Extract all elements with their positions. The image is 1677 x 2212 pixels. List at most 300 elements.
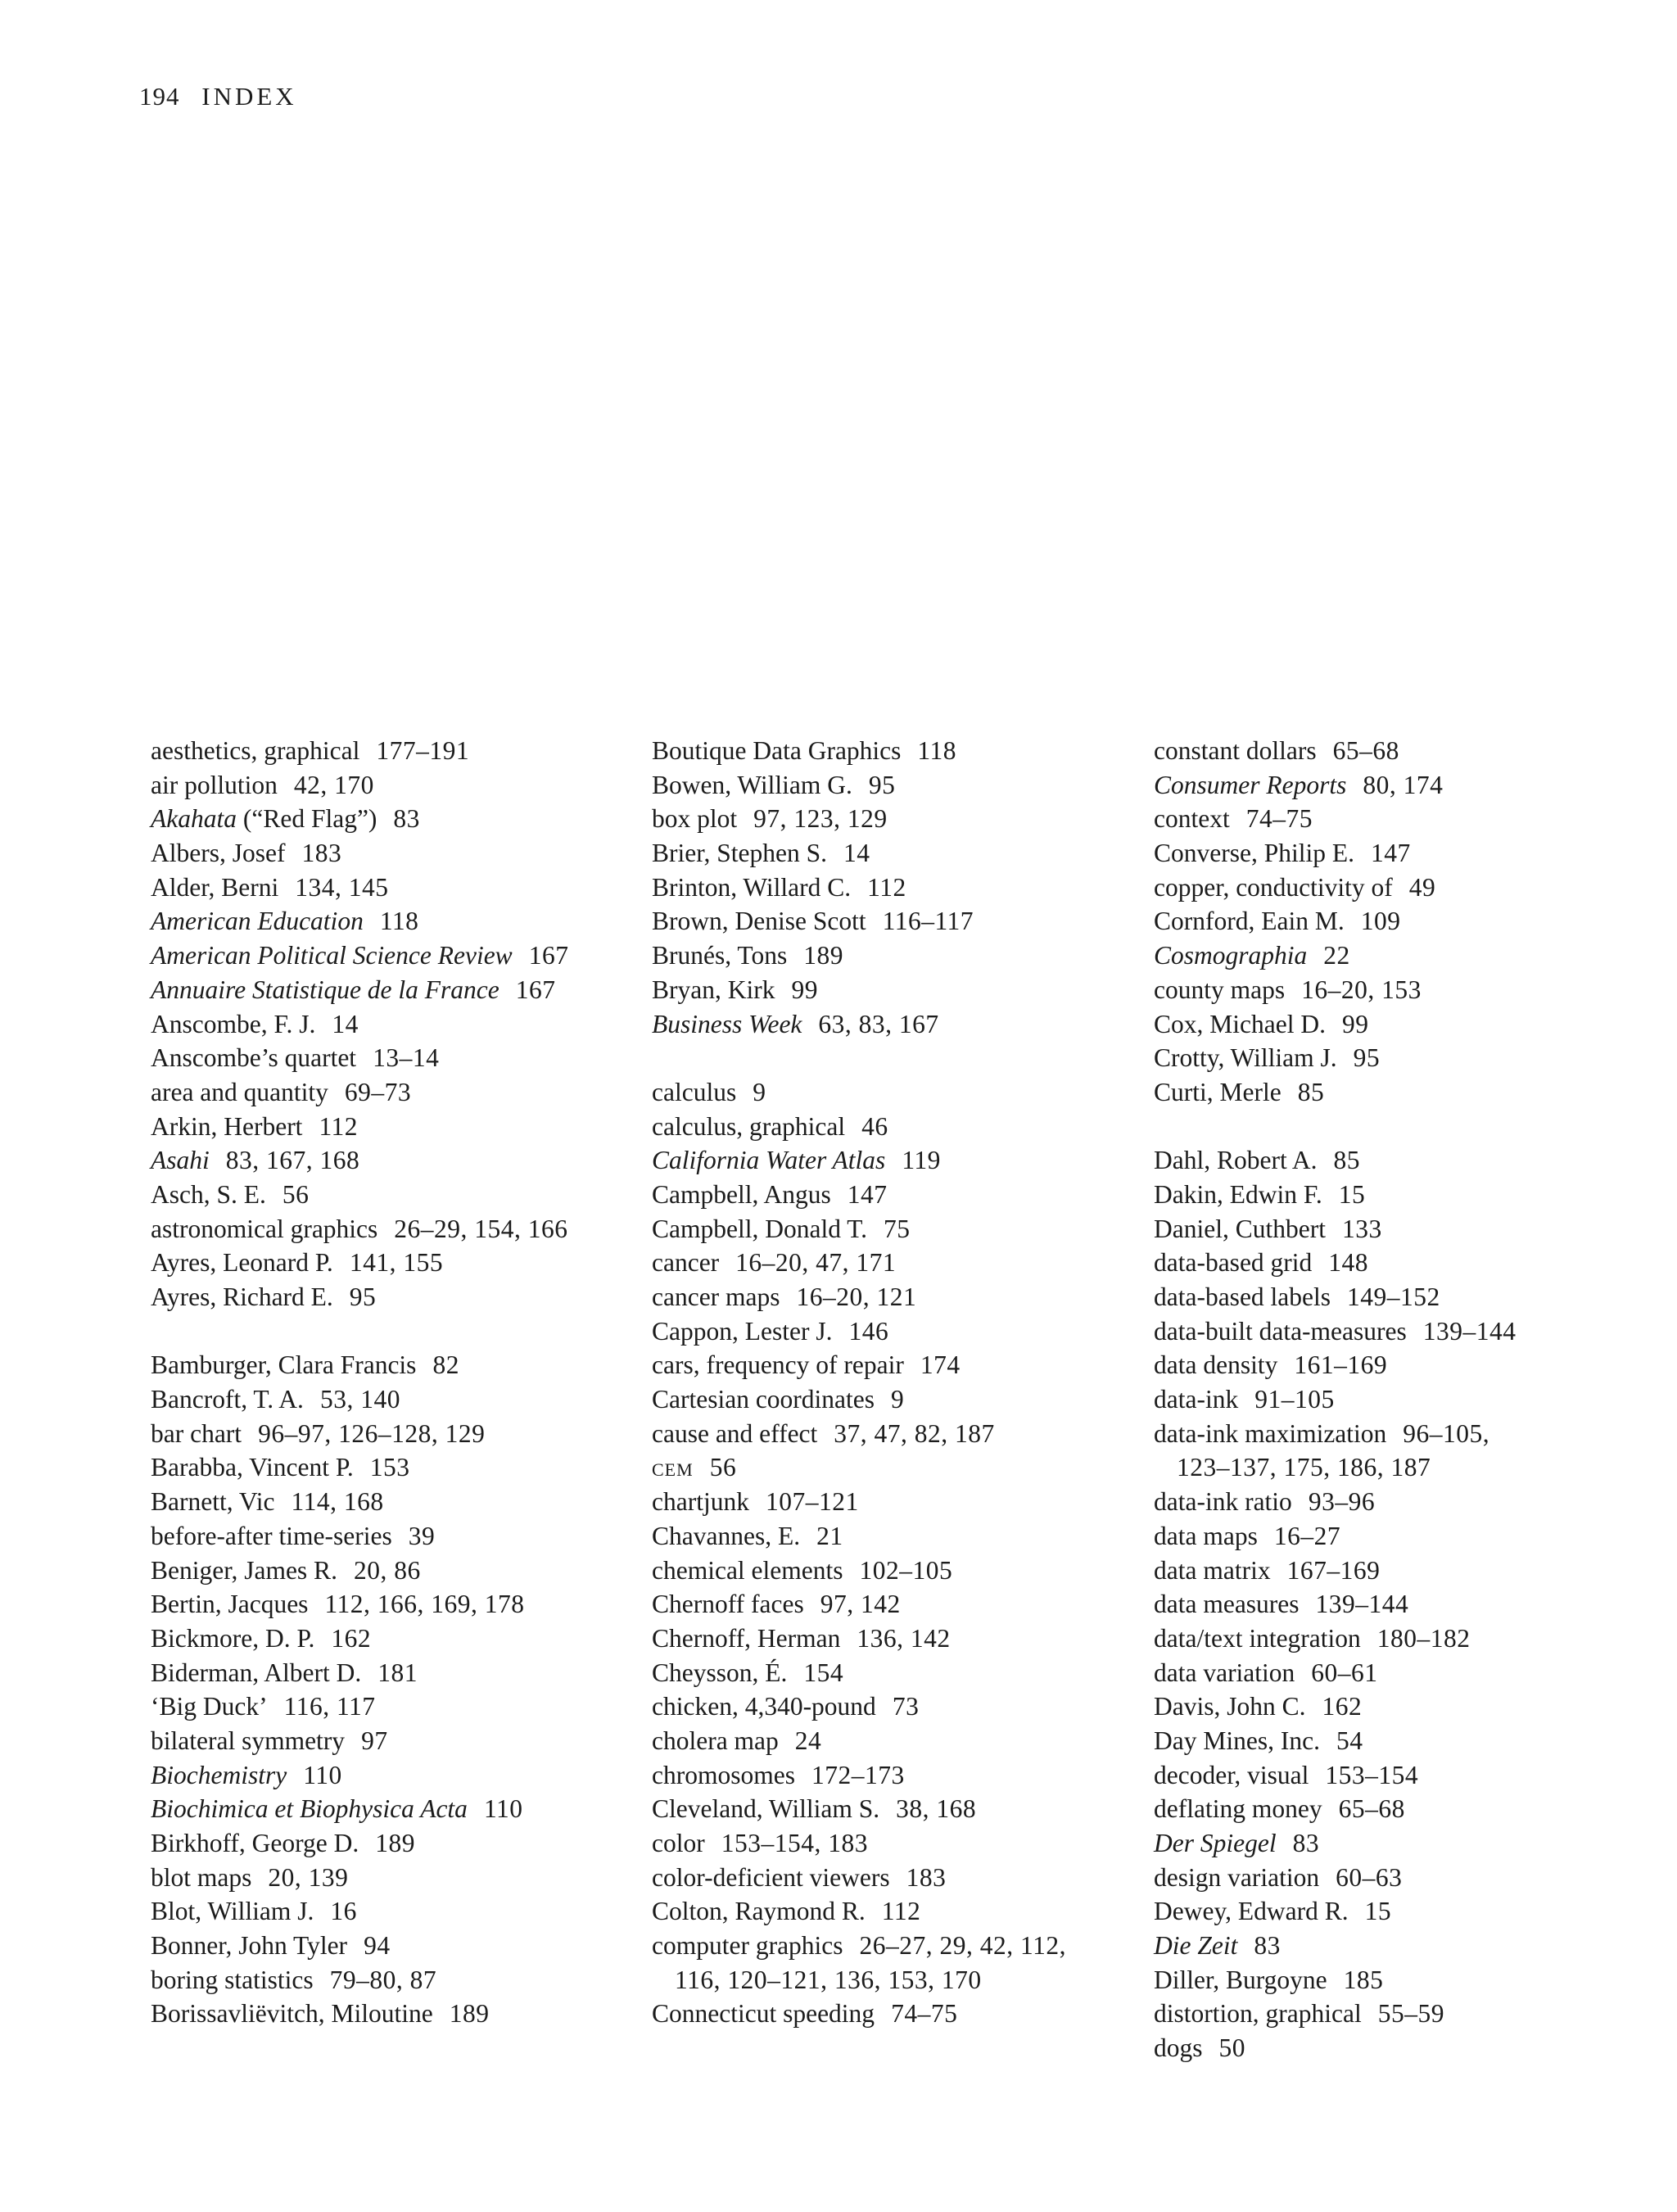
index-term: Biochemistry: [151, 1760, 287, 1789]
index-column-2: [652, 734, 1066, 2031]
index-entry: [151, 973, 568, 1007]
index-term: Campbell, Angus: [652, 1179, 831, 1209]
index-term: calculus: [652, 1077, 737, 1106]
index-entry: [151, 1554, 568, 1588]
index-page-refs: 110: [303, 1760, 342, 1789]
index-term: area and quantity: [151, 1077, 328, 1106]
index-page-refs: 162: [331, 1623, 372, 1653]
index-entry: [652, 1382, 1066, 1417]
index-term: Borissavliëvitch, Miloutine: [151, 1999, 433, 2029]
index-page-refs: 13–14: [373, 1043, 440, 1073]
index-page-refs: 16–20, 153: [1301, 975, 1422, 1004]
index-page-refs: 55–59: [1377, 1999, 1444, 2029]
index-term: cholera map: [652, 1726, 779, 1755]
index-page-refs: 154: [803, 1658, 844, 1687]
index-term: color-deficient viewers: [652, 1862, 890, 1892]
index-term: cars, frequency of repair: [652, 1350, 904, 1380]
index-page-refs: 85: [1333, 1146, 1360, 1175]
index-entry: [151, 1110, 568, 1144]
index-entry: [1154, 802, 1517, 836]
index-term: county maps: [1154, 975, 1286, 1004]
index-term: Business Week: [652, 1009, 802, 1038]
index-term: data measures: [1154, 1590, 1300, 1619]
index-entry: [652, 1894, 1066, 1929]
index-page-refs: 183: [906, 1862, 947, 1892]
index-term: Connecticut speeding: [652, 1999, 875, 2029]
index-term: cancer: [652, 1248, 720, 1278]
index-page-refs: 83: [1254, 1931, 1281, 1961]
index-page-refs: 118: [379, 907, 419, 936]
index-page-refs: 74–75: [891, 1999, 958, 2029]
index-entry: [652, 1280, 1066, 1314]
index-entry: [652, 1861, 1066, 1895]
index-entry: [1154, 1519, 1517, 1554]
index-entry: [1154, 1075, 1517, 1110]
index-page-refs: 116, 120–121, 136, 153, 170: [675, 1965, 982, 1994]
index-page-refs: 75: [884, 1214, 911, 1243]
index-page-refs: 85: [1297, 1077, 1325, 1106]
index-page-refs: 50: [1218, 2033, 1246, 2063]
index-term: American Political Science Review: [151, 941, 513, 970]
index-term: Brunés, Tons: [652, 941, 788, 970]
index-page-refs: 39: [408, 1521, 436, 1550]
index-term: bar chart: [151, 1418, 242, 1448]
index-term: Akahata: [151, 804, 237, 834]
index-page-refs: 112: [319, 1111, 359, 1141]
index-entry: [652, 1690, 1066, 1724]
index-entry-continuation: [1154, 1450, 1517, 1485]
index-page-refs: 24: [794, 1726, 822, 1755]
index-entry: [652, 1587, 1066, 1622]
letter-group: [652, 1075, 1066, 2031]
index-term: Colton, Raymond R.: [652, 1897, 866, 1926]
index-page-refs: 180–182: [1376, 1623, 1471, 1653]
index-page-refs: 136, 142: [857, 1623, 951, 1653]
index-entry: [652, 768, 1066, 803]
index-page-refs: 153–154: [1325, 1760, 1419, 1789]
index-entry: [1154, 734, 1517, 768]
index-entry: [652, 939, 1066, 973]
letter-group-gap: [151, 1314, 568, 1349]
index-entry: [1154, 939, 1517, 973]
index-term: data maps: [1154, 1521, 1258, 1550]
index-term: Davis, John C.: [1154, 1692, 1306, 1721]
index-term: Asahi: [151, 1146, 210, 1175]
index-term: Dakin, Edwin F.: [1154, 1179, 1322, 1209]
index-page-refs: 65–68: [1338, 1794, 1405, 1824]
index-page-refs: 107–121: [765, 1487, 859, 1517]
index-term: copper, conductivity of: [1154, 872, 1393, 902]
index-term: Crotty, William J.: [1154, 1043, 1337, 1073]
index-page-refs: 139–144: [1315, 1590, 1409, 1619]
index-page-refs: 99: [791, 975, 818, 1004]
index-page-refs: 56: [282, 1179, 310, 1209]
index-page-refs: 95: [1353, 1043, 1381, 1073]
index-page-refs: 167: [515, 975, 556, 1004]
index-term: Dewey, Edward R.: [1154, 1897, 1349, 1926]
index-entry: [1154, 1963, 1517, 1997]
index-entry-continuation: [652, 1963, 1066, 1997]
index-page-refs: 16–27: [1273, 1521, 1341, 1550]
index-term: Chavannes, E.: [652, 1521, 801, 1550]
index-page-refs: 73: [892, 1692, 920, 1721]
index-entry: [151, 939, 568, 973]
index-column-1: [151, 734, 568, 2031]
index-page-refs: 109: [1360, 907, 1401, 936]
index-page-refs: 112: [881, 1897, 921, 1926]
index-entry: [1154, 1929, 1517, 1963]
index-entry: [151, 1792, 568, 1826]
index-term: chromosomes: [652, 1760, 795, 1789]
index-entry: [1154, 1348, 1517, 1382]
index-term: Barnett, Vic: [151, 1487, 275, 1517]
page-number: 194: [139, 82, 180, 111]
index-page-refs: 189: [375, 1829, 416, 1857]
index-term: data density: [1154, 1350, 1278, 1380]
index-entry: [1154, 1894, 1517, 1929]
index-page-refs: 185: [1343, 1965, 1384, 1994]
index-page-refs: 112: [867, 872, 906, 902]
index-term: Cappon, Lester J.: [652, 1316, 833, 1346]
index-page-refs: 119: [902, 1146, 941, 1175]
index-entry: [1154, 1622, 1517, 1656]
index-entry: [652, 802, 1066, 836]
index-term: color: [652, 1829, 705, 1857]
index-entry: [1154, 973, 1517, 1007]
index-term: Day Mines, Inc.: [1154, 1726, 1320, 1755]
index-entry: [652, 1485, 1066, 1519]
index-page-refs: 14: [843, 839, 870, 868]
index-term: Dahl, Robert A.: [1154, 1146, 1318, 1175]
index-entry: [652, 973, 1066, 1007]
index-page-refs: 96–105,: [1403, 1418, 1490, 1448]
index-term: before-after time-series: [151, 1521, 392, 1550]
index-term: bilateral symmetry: [151, 1726, 346, 1755]
index-page-refs: 189: [449, 1999, 490, 2029]
index-page-refs: 46: [861, 1111, 888, 1141]
index-page-refs: 148: [1328, 1248, 1369, 1278]
index-page-refs: 116–117: [882, 907, 974, 936]
index-term: astronomical graphics: [151, 1214, 378, 1243]
index-page-refs: 95: [349, 1282, 377, 1311]
index-page-refs: 65–68: [1332, 736, 1399, 765]
index-page-refs: 93–96: [1308, 1487, 1376, 1517]
index-page-refs: 99: [1341, 1009, 1369, 1038]
index-term: Cornford, Eain M.: [1154, 907, 1345, 936]
index-term: Brier, Stephen S.: [652, 839, 827, 868]
index-entry: [1154, 1143, 1517, 1178]
letter-group: [151, 734, 568, 1314]
index-entry: [151, 1007, 568, 1042]
index-page-refs: 181: [377, 1658, 418, 1687]
index-entry: [151, 1075, 568, 1110]
index-page-refs: 97, 123, 129: [753, 804, 888, 834]
index-page-refs: 15: [1338, 1179, 1366, 1209]
index-term: decoder, visual: [1154, 1760, 1309, 1789]
index-page-refs: 118: [917, 736, 957, 765]
index-page-refs: 22: [1323, 941, 1350, 970]
index-term: deflating money: [1154, 1794, 1322, 1824]
index-page-refs: 16–20, 121: [796, 1282, 917, 1311]
index-entry: [151, 1485, 568, 1519]
index-entry: [652, 1212, 1066, 1246]
index-entry: [652, 904, 1066, 939]
index-term: data-based labels: [1154, 1282, 1331, 1311]
index-term: Ayres, Richard E.: [151, 1282, 333, 1311]
index-page-refs: 9: [891, 1385, 905, 1414]
index-entry: [652, 1826, 1066, 1861]
index-entry: [652, 1075, 1066, 1110]
index-entry: [1154, 1690, 1517, 1724]
index-entry: [652, 1348, 1066, 1382]
index-page-refs: 174: [920, 1350, 961, 1380]
index-entry: [652, 1417, 1066, 1451]
index-term: Arkin, Herbert: [151, 1111, 303, 1141]
index-page-refs: 102–105: [859, 1555, 953, 1585]
index-entry: [151, 1212, 568, 1246]
index-entry: [652, 1997, 1066, 2031]
letter-group: [1154, 1143, 1517, 2065]
index-column-3: [1154, 734, 1517, 2065]
index-term: data variation: [1154, 1658, 1295, 1687]
index-entry: [151, 1417, 568, 1451]
index-entry: [151, 871, 568, 905]
index-page-refs: 16: [330, 1897, 357, 1926]
index-entry: [151, 768, 568, 803]
index-term: chemical elements: [652, 1555, 843, 1585]
index-term: Anscombe’s quartet: [151, 1043, 357, 1073]
index-entry: [1154, 1758, 1517, 1793]
index-entry: [151, 1656, 568, 1690]
index-page-refs: 91–105: [1254, 1385, 1335, 1414]
index-page-refs: 56: [709, 1453, 737, 1482]
index-entry: [652, 1450, 1066, 1485]
index-page-refs: 54: [1336, 1726, 1363, 1755]
index-term: Curti, Merle: [1154, 1077, 1281, 1106]
index-term: Bertin, Jacques: [151, 1590, 309, 1619]
index-entry: [652, 1178, 1066, 1212]
page-title: INDEX: [201, 82, 297, 111]
index-term: Bickmore, D. P.: [151, 1623, 315, 1653]
index-term: Albers, Josef: [151, 839, 286, 868]
index-term: Annuaire Statistique de la France: [151, 975, 499, 1004]
index-entry: [151, 1280, 568, 1314]
index-page-refs: 133: [1341, 1214, 1382, 1243]
index-page-refs: 189: [803, 941, 843, 970]
index-term: Bonner, John Tyler: [151, 1931, 348, 1961]
index-entry: [652, 734, 1066, 768]
index-entry: [151, 1622, 568, 1656]
index-page-refs: 97: [361, 1726, 388, 1755]
index-term: design variation: [1154, 1862, 1320, 1892]
index-entry: [652, 1929, 1066, 1963]
index-entry: [151, 1587, 568, 1622]
index-page-refs: 83: [393, 804, 420, 834]
index-page-refs: 147: [1371, 839, 1411, 868]
index-term: Die Zeit: [1154, 1931, 1238, 1961]
index-entry: [652, 1622, 1066, 1656]
index-term: cancer maps: [652, 1282, 780, 1311]
index-entry: [1154, 1485, 1517, 1519]
index-entry: [151, 1894, 568, 1929]
index-page-refs: 97, 142: [820, 1590, 901, 1619]
index-entry: [652, 1246, 1066, 1280]
index-entry: [1154, 2031, 1517, 2065]
index-page-refs: 95: [868, 770, 896, 799]
index-entry: [652, 1724, 1066, 1758]
letter-group: [1154, 734, 1517, 1110]
index-term: Brown, Denise Scott: [652, 907, 866, 936]
index-entry: [151, 836, 568, 871]
index-term: Cosmographia: [1154, 941, 1308, 970]
index-term: Boutique Data Graphics: [652, 736, 902, 765]
index-page-refs: 110: [483, 1794, 523, 1824]
index-term: American Education: [151, 907, 364, 936]
index-entry: [652, 1314, 1066, 1349]
index-page-refs: 114, 168: [291, 1487, 384, 1517]
index-page-refs: 141, 155: [349, 1248, 444, 1278]
index-term: data-ink maximization: [1154, 1418, 1387, 1448]
index-entry: [1154, 1246, 1517, 1280]
index-entry: [151, 1929, 568, 1963]
index-entry: [151, 1758, 568, 1793]
index-entry: [652, 1519, 1066, 1554]
index-term: Cox, Michael D.: [1154, 1009, 1326, 1038]
index-term: Campbell, Donald T.: [652, 1214, 868, 1243]
index-entry: [652, 1792, 1066, 1826]
index-entry: [1154, 1280, 1517, 1314]
index-term-suffix: (“Red Flag”): [236, 804, 377, 834]
index-entry: [151, 1348, 568, 1382]
index-entry: [652, 836, 1066, 871]
index-entry: [151, 1690, 568, 1724]
index-page-refs: 123–137, 175, 186, 187: [1177, 1453, 1431, 1482]
index-page-refs: 161–169: [1294, 1350, 1388, 1380]
index-term: California Water Atlas: [652, 1146, 886, 1175]
index-entry: [151, 1826, 568, 1861]
index-term: ‘Big Duck’: [151, 1692, 268, 1721]
index-entry: [1154, 1007, 1517, 1042]
index-page-refs: 134, 145: [295, 872, 389, 902]
index-page-refs: 153–154, 183: [721, 1829, 868, 1857]
index-page-refs: 149–152: [1347, 1282, 1440, 1311]
index-term: Chernoff, Herman: [652, 1623, 841, 1653]
index-page-refs: 74–75: [1245, 804, 1313, 834]
index-entry: [652, 1656, 1066, 1690]
letter-group-gap: [652, 1041, 1066, 1075]
index-term: Bowen, William G.: [652, 770, 852, 799]
index-page-refs: 167: [528, 941, 569, 970]
index-page-refs: 80, 174: [1363, 770, 1444, 799]
index-entry: [652, 1758, 1066, 1793]
index-page-refs: 83: [1292, 1829, 1320, 1857]
index-term: cause and effect: [652, 1418, 818, 1448]
index-page-refs: 82: [432, 1350, 459, 1380]
index-page-refs: 60–63: [1336, 1862, 1403, 1892]
index-term: chicken, 4,340-pound: [652, 1692, 876, 1721]
index-term: Cheysson, É.: [652, 1658, 788, 1687]
index-entry: [1154, 1861, 1517, 1895]
index-term: CEM: [652, 1459, 694, 1481]
index-page-refs: 167–169: [1286, 1555, 1381, 1585]
index-page-refs: 49: [1408, 872, 1436, 902]
index-page-refs: 26–29, 154, 166: [394, 1214, 568, 1243]
index-entry: [151, 1997, 568, 2031]
index-entry: [1154, 1041, 1517, 1075]
index-page-refs: 177–191: [376, 736, 470, 765]
index-term: Bancroft, T. A.: [151, 1385, 304, 1414]
index-entry: [151, 1382, 568, 1417]
index-term: Ayres, Leonard P.: [151, 1248, 333, 1278]
index-entry: [1154, 1382, 1517, 1417]
index-term: Asch, S. E.: [151, 1179, 266, 1209]
index-term: data/text integration: [1154, 1623, 1361, 1653]
index-page-refs: 60–61: [1311, 1658, 1378, 1687]
letter-group-gap: [1154, 1110, 1517, 1144]
index-term: Biochimica et Biophysica Acta: [151, 1794, 468, 1824]
letter-group: [652, 734, 1066, 1041]
index-term: Converse, Philip E.: [1154, 839, 1354, 868]
index-term: Cartesian coordinates: [652, 1385, 875, 1414]
index-entry: [1154, 1587, 1517, 1622]
index-entry: [652, 1143, 1066, 1178]
index-page-refs: 42, 170: [293, 770, 374, 799]
index-entry: [1154, 1792, 1517, 1826]
index-term: Alder, Berni: [151, 872, 279, 902]
index-page-refs: 63, 83, 167: [818, 1009, 939, 1038]
index-entry: [151, 802, 568, 836]
index-term: data-built data-measures: [1154, 1316, 1407, 1346]
index-term: Biderman, Albert D.: [151, 1658, 362, 1687]
index-term: data-based grid: [1154, 1248, 1313, 1278]
index-entry: [1154, 871, 1517, 905]
index-page-refs: 38, 168: [896, 1794, 977, 1824]
index-page-refs: 96–97, 126–128, 129: [258, 1418, 486, 1448]
index-page-refs: 112, 166, 169, 178: [324, 1590, 525, 1619]
index-term: calculus, graphical: [652, 1111, 846, 1141]
index-page-refs: 162: [1322, 1692, 1363, 1721]
index-entry: [151, 1178, 568, 1212]
index-page-refs: 16–20, 47, 171: [735, 1248, 897, 1278]
index-page-refs: 21: [816, 1521, 843, 1550]
index-entry: [1154, 1554, 1517, 1588]
index-term: air pollution: [151, 770, 278, 799]
index-term: blot maps: [151, 1862, 252, 1892]
index-page-refs: 83, 167, 168: [225, 1146, 360, 1175]
index-entry: [1154, 1314, 1517, 1349]
index-page-refs: 146: [848, 1316, 889, 1346]
index-page-refs: 37, 47, 82, 187: [834, 1418, 995, 1448]
page-header: [139, 82, 297, 111]
index-term: Birkhoff, George D.: [151, 1829, 359, 1857]
index-term: Daniel, Cuthbert: [1154, 1214, 1326, 1243]
index-term: context: [1154, 804, 1230, 834]
index-page-refs: 69–73: [344, 1077, 412, 1106]
index-page-refs: 14: [332, 1009, 359, 1038]
index-term: data-ink: [1154, 1385, 1239, 1414]
index-entry: [652, 1110, 1066, 1144]
index-entry: [151, 1861, 568, 1895]
index-entry: [652, 871, 1066, 905]
index-term: aesthetics, graphical: [151, 736, 360, 765]
index-entry: [1154, 1724, 1517, 1758]
index-term: Bamburger, Clara Francis: [151, 1350, 417, 1380]
index-page-refs: 15: [1364, 1897, 1392, 1926]
index-term: Consumer Reports: [1154, 770, 1347, 799]
index-term: Diller, Burgoyne: [1154, 1965, 1327, 1994]
index-entry: [1154, 768, 1517, 803]
index-entry: [151, 1724, 568, 1758]
